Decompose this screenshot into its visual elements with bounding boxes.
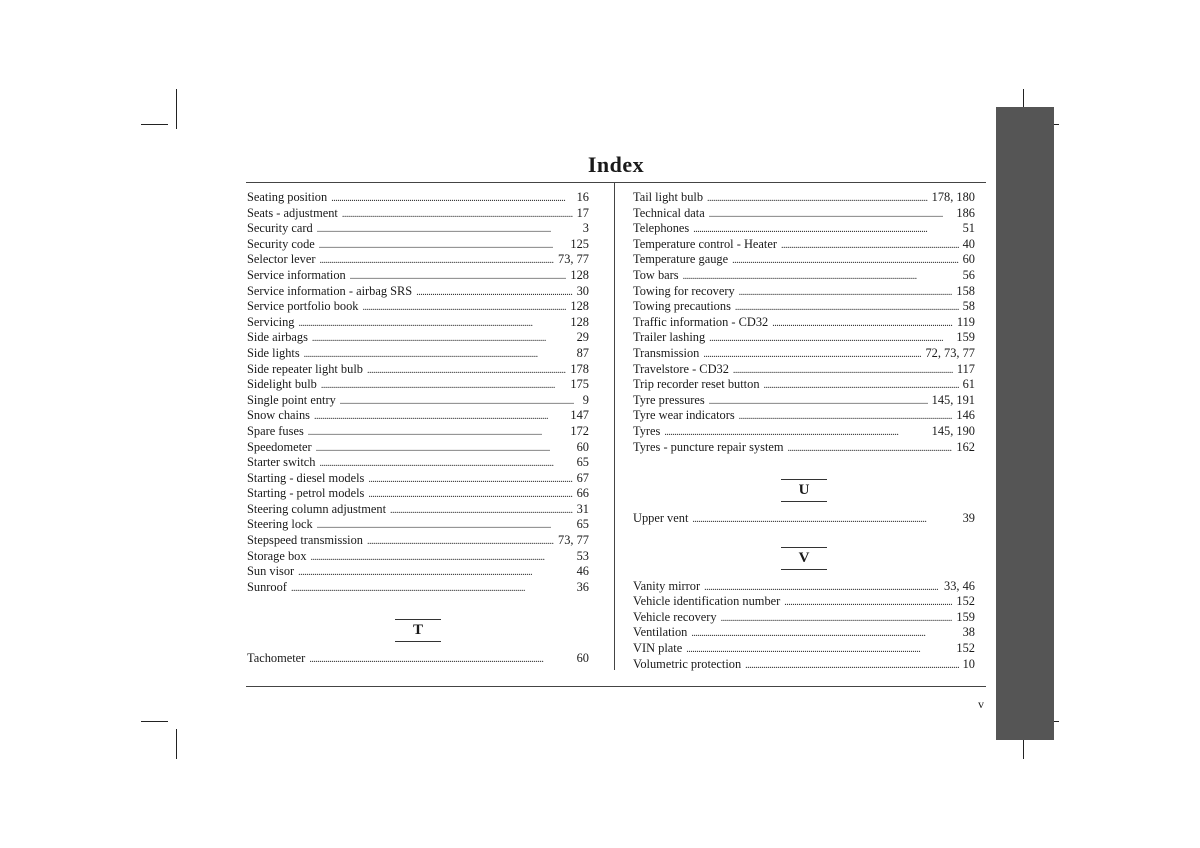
dot-leader [764, 377, 959, 394]
index-entry [633, 237, 975, 253]
index-term: Travelstore - CD32 [633, 361, 729, 376]
page-reference: 61 [962, 377, 975, 392]
dot-leader [707, 190, 928, 207]
dot-leader [692, 511, 958, 528]
index-entry [247, 377, 589, 393]
dot-leader [745, 657, 958, 674]
index-entry [247, 237, 589, 253]
index-term: Telephones [633, 221, 690, 236]
index-term: Vehicle recovery [633, 609, 717, 624]
page-reference: 10 [962, 656, 975, 671]
index-entry [247, 424, 589, 440]
dot-leader [368, 471, 572, 488]
index-entry [633, 190, 975, 206]
index-term: Speedometer [247, 439, 312, 454]
index-term: Towing precautions [633, 299, 731, 314]
index-entry [633, 206, 975, 222]
entry-list [633, 579, 975, 673]
crop-mark [141, 124, 168, 125]
page-reference: 128 [570, 267, 589, 282]
dot-leader [314, 408, 566, 425]
index-entry [633, 299, 975, 315]
page-reference: 51 [962, 221, 975, 236]
index-term: Storage box [247, 548, 307, 563]
dot-leader [788, 440, 953, 457]
index-entry [247, 284, 589, 300]
index-term: Security code [247, 236, 315, 251]
index-term: Steering lock [247, 517, 313, 532]
page-reference: 152 [956, 641, 975, 656]
index-entry [633, 362, 975, 378]
page-reference: 175 [570, 377, 589, 392]
index-entry [247, 362, 589, 378]
index-entry [633, 424, 975, 440]
dot-leader [739, 408, 953, 425]
dot-leader [291, 580, 573, 597]
dot-leader [691, 625, 958, 642]
index-entry [633, 625, 975, 641]
index-entry [247, 549, 589, 565]
index-entry [633, 511, 975, 527]
index-entry [633, 594, 975, 610]
index-entry [633, 393, 975, 409]
page-reference: 17 [576, 205, 589, 220]
index-term: Service information [247, 267, 346, 282]
section-letter-u [781, 479, 827, 511]
page-reference: 39 [962, 511, 975, 526]
index-entry [633, 657, 975, 673]
page-reference: 119 [956, 314, 975, 329]
page-reference: 117 [956, 361, 975, 376]
header-rule [246, 182, 986, 183]
index-term: Sun visor [247, 564, 295, 579]
page-reference: 73, 77 [558, 533, 589, 548]
dot-leader [319, 237, 567, 254]
index-column-left [247, 190, 589, 667]
index-term: Volumetric protection [633, 656, 742, 671]
page-reference: 65 [576, 517, 589, 532]
page-reference: 58 [962, 299, 975, 314]
dot-leader [703, 346, 921, 363]
page-reference: 172 [570, 423, 589, 438]
dot-leader [367, 362, 566, 379]
index-entry [247, 330, 589, 346]
index-entry [247, 651, 589, 667]
index-entry [247, 471, 589, 487]
index-entry [247, 486, 589, 502]
index-term: Technical data [633, 205, 705, 220]
index-entry [633, 377, 975, 393]
page-reference: 38 [962, 625, 975, 640]
dot-leader [319, 252, 554, 269]
page-reference: 30 [576, 283, 589, 298]
page-reference: 162 [956, 439, 975, 454]
index-term: Starting - petrol models [247, 486, 365, 501]
index-entry [247, 533, 589, 549]
page-reference: 73, 77 [558, 252, 589, 267]
index-entry [247, 408, 589, 424]
index-term: Side airbags [247, 330, 308, 345]
dot-leader [331, 190, 572, 207]
dot-leader [416, 284, 572, 301]
index-term: Servicing [247, 314, 295, 329]
page-reference: 72, 73, 77 [925, 345, 975, 360]
index-term: Selector lever [247, 252, 316, 267]
page-reference: 56 [962, 267, 975, 282]
index-entry [247, 299, 589, 315]
index-term: Traffic information - CD32 [633, 314, 769, 329]
page-reference: 186 [956, 205, 975, 220]
entry-list [247, 190, 589, 595]
index-entry [633, 641, 975, 657]
index-term: Seating position [247, 190, 328, 204]
index-entry [247, 268, 589, 284]
index-term: Starting - diesel models [247, 470, 365, 485]
dot-leader [732, 252, 959, 269]
section-thumb-tab [996, 107, 1054, 740]
dot-leader [363, 299, 567, 316]
index-entry [633, 221, 975, 237]
index-term: Trip recorder reset button [633, 377, 760, 392]
dot-leader [733, 362, 953, 379]
index-entry [247, 564, 589, 580]
page-reference: 65 [576, 455, 589, 470]
page-reference: 46 [576, 564, 589, 579]
dot-leader [735, 299, 959, 316]
index-entry [633, 268, 975, 284]
index-entry [633, 610, 975, 626]
dot-leader [309, 651, 572, 668]
dot-leader [772, 315, 953, 332]
page-reference: 66 [576, 486, 589, 501]
index-term: Starter switch [247, 455, 316, 470]
index-term: Seats - adjustment [247, 205, 338, 220]
page-reference: 152 [956, 594, 975, 609]
index-term: Side lights [247, 345, 300, 360]
page-reference: 31 [576, 501, 589, 516]
dot-leader [368, 486, 572, 503]
dot-leader [721, 610, 953, 627]
index-entry [247, 440, 589, 456]
dot-leader [709, 206, 953, 223]
entry-list [247, 651, 589, 667]
dot-leader [312, 330, 573, 347]
page-reference: 146 [956, 408, 975, 423]
page-reference: 9 [582, 392, 589, 407]
dot-leader [308, 424, 567, 441]
dot-leader [709, 330, 952, 347]
index-entry [633, 346, 975, 362]
index-term: Tail light bulb [633, 190, 704, 204]
index-term: Temperature control - Heater [633, 236, 777, 251]
page-reference: 178 [570, 361, 589, 376]
page-reference: 40 [962, 236, 975, 251]
index-term: VIN plate [633, 641, 683, 656]
dot-leader [709, 393, 928, 410]
dot-leader [367, 533, 554, 550]
dot-leader [299, 315, 567, 332]
entry-list [633, 511, 975, 527]
index-entry [247, 346, 589, 362]
dot-leader [784, 594, 952, 611]
page-number: v [978, 697, 984, 711]
dot-leader [317, 517, 573, 534]
index-term: Tow bars [633, 267, 679, 282]
page-reference: 33, 46 [944, 578, 975, 593]
dot-leader [340, 393, 579, 410]
page-reference: 3 [582, 221, 589, 236]
dot-leader [319, 455, 572, 472]
dot-leader [298, 564, 572, 581]
page-title: Index [587, 152, 645, 177]
index-entry [247, 252, 589, 268]
index-term: Tyre pressures [633, 392, 705, 407]
index-entry [633, 330, 975, 346]
index-term: Upper vent [633, 511, 689, 526]
index-term: Ventilation [633, 625, 688, 640]
index-term: Towing for recovery [633, 283, 735, 298]
index-entry [247, 502, 589, 518]
page-reference: 125 [570, 236, 589, 251]
dot-leader [304, 346, 573, 363]
dot-leader [664, 424, 927, 441]
page-reference: 128 [570, 299, 589, 314]
dot-leader [311, 549, 573, 566]
index-entry [633, 252, 975, 268]
dot-leader [781, 237, 959, 254]
dot-leader [390, 502, 573, 519]
dot-leader [739, 284, 953, 301]
page-reference: 147 [570, 408, 589, 423]
entry-list [633, 190, 975, 455]
dot-leader [686, 641, 952, 658]
index-entry [247, 315, 589, 331]
index-term: Snow chains [247, 408, 310, 423]
index-term: Temperature gauge [633, 252, 729, 267]
column-divider [614, 183, 615, 670]
index-term: Transmission [633, 345, 700, 360]
page-reference: 29 [576, 330, 589, 345]
dot-leader [321, 377, 567, 394]
footer-rule [246, 686, 986, 687]
index-term: Spare fuses [247, 423, 304, 438]
index-term: Service information - airbag SRS [247, 283, 413, 298]
section-letter: U [798, 482, 810, 499]
index-term: Vehicle identification number [633, 594, 781, 609]
index-term: Sidelight bulb [247, 377, 317, 392]
section-letter: T [412, 622, 423, 639]
index-term: Service portfolio book [247, 299, 359, 314]
page-reference: 145, 190 [931, 423, 975, 438]
index-term: Security card [247, 221, 313, 236]
index-entry [633, 440, 975, 456]
index-term: Single point entry [247, 392, 336, 407]
page-reference: 159 [956, 609, 975, 624]
index-term: Vanity mirror [633, 578, 701, 593]
dot-leader [342, 206, 573, 223]
page-reference: 36 [576, 579, 589, 594]
page-reference: 178, 180 [931, 190, 975, 204]
index-term: Stepspeed transmission [247, 533, 363, 548]
crop-mark [176, 729, 177, 759]
page-reference: 60 [576, 651, 589, 666]
page-reference: 67 [576, 470, 589, 485]
index-term: Tyres [633, 423, 661, 438]
index-entry [247, 393, 589, 409]
page-reference: 16 [576, 190, 589, 204]
page-reference: 128 [570, 314, 589, 329]
dot-leader [693, 221, 958, 238]
index-entry [247, 517, 589, 533]
crop-mark [141, 721, 168, 722]
index-entry [247, 455, 589, 471]
index-entry [633, 315, 975, 331]
page-reference: 60 [962, 252, 975, 267]
index-entry [247, 221, 589, 237]
index-term: Tyres - puncture repair system [633, 439, 784, 454]
index-entry [247, 190, 589, 206]
page-reference: 158 [956, 283, 975, 298]
section-letter-v [781, 547, 827, 579]
page-reference: 159 [956, 330, 975, 345]
page-reference: 145, 191 [931, 392, 975, 407]
index-entry [247, 206, 589, 222]
index-term: Side repeater light bulb [247, 361, 363, 376]
dot-leader [704, 579, 940, 596]
index-term: Sunroof [247, 579, 287, 594]
section-letter-t [395, 619, 441, 651]
index-entry [633, 579, 975, 595]
index-term: Trailer lashing [633, 330, 706, 345]
index-column-right [633, 190, 975, 672]
page-reference: 60 [576, 439, 589, 454]
crop-mark [176, 89, 177, 129]
page-reference: 87 [576, 345, 589, 360]
section-letter: V [798, 549, 810, 566]
dot-leader [683, 268, 959, 285]
index-term: Tyre wear indicators [633, 408, 735, 423]
dot-leader [350, 268, 567, 285]
page-reference: 53 [576, 548, 589, 563]
index-entry [247, 580, 589, 596]
index-entry [633, 284, 975, 300]
index-term: Tachometer [247, 651, 306, 666]
dot-leader [317, 221, 579, 238]
index-term: Steering column adjustment [247, 501, 387, 516]
index-entry [633, 408, 975, 424]
dot-leader [316, 440, 573, 457]
